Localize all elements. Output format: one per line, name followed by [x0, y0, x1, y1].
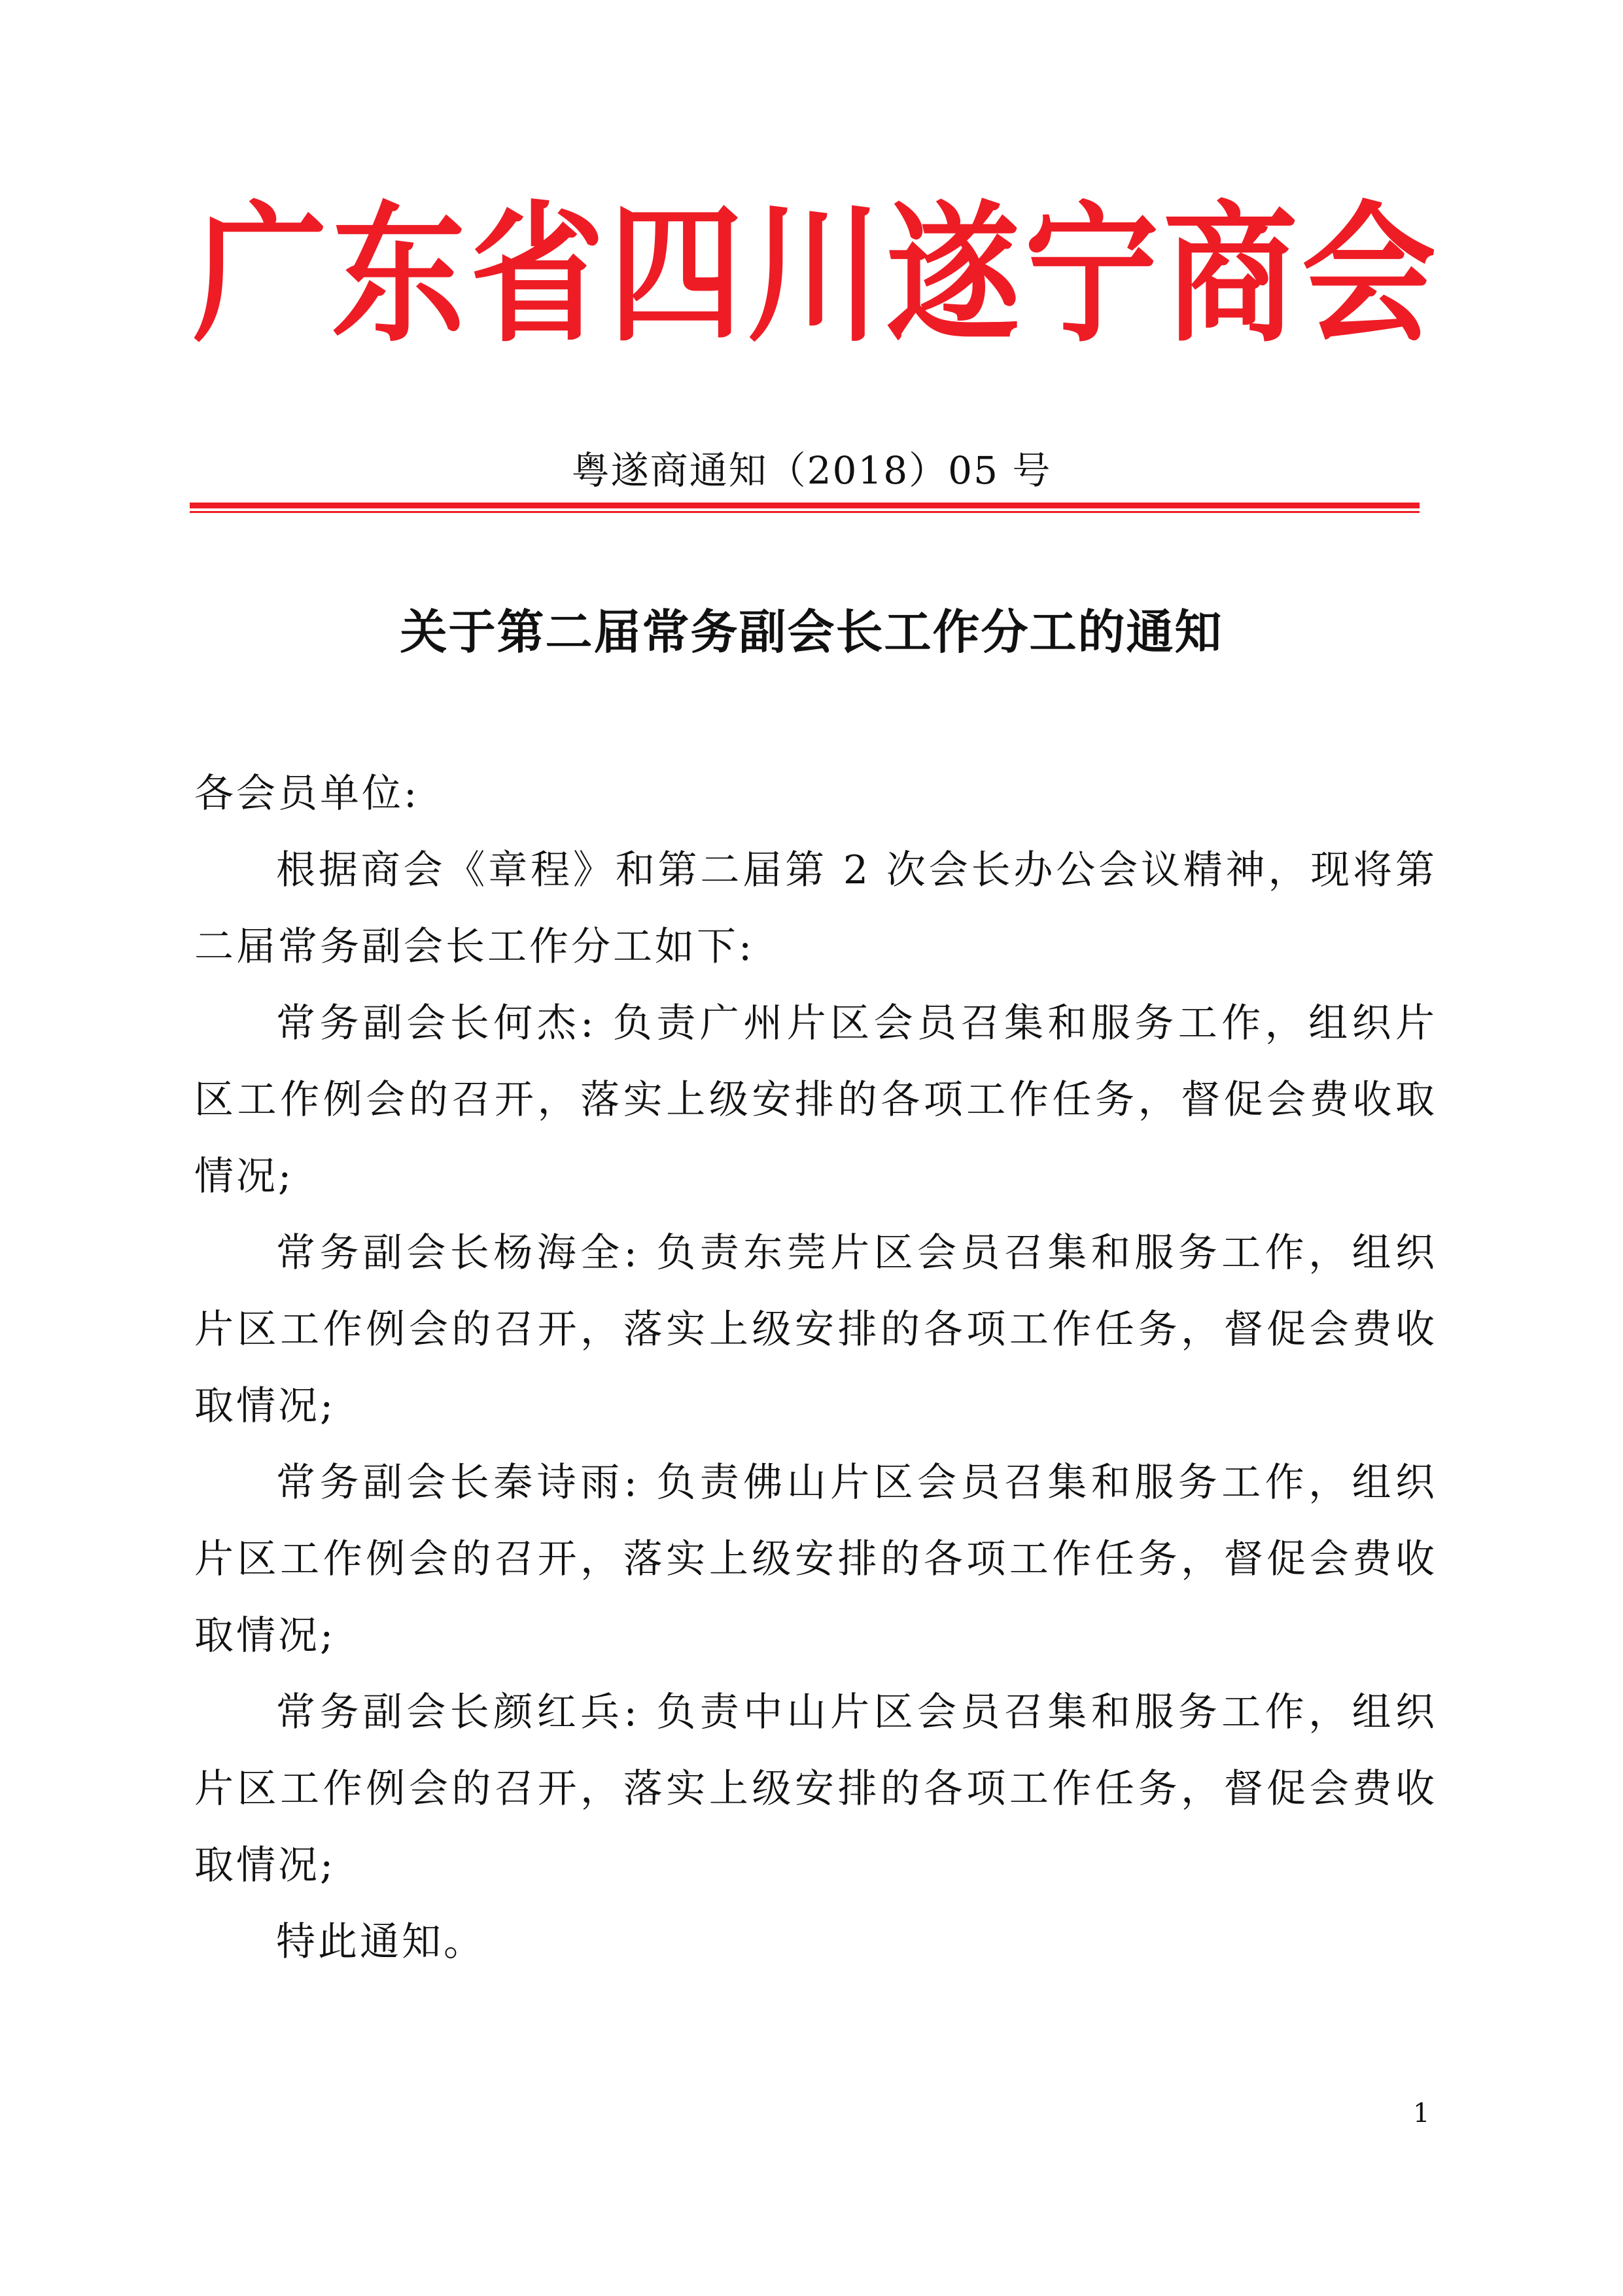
org-title-char: 遂 — [886, 186, 1021, 362]
body-paragraph: 常务副会长杨海全: 负责东莞片区会员召集和服务工作，组织片区工作例会的召开，落实上级安排的各项工作任务，督促会费收取情况; — [194, 1230, 1437, 1429]
body-paragraph: 常务副会长秦诗雨: 负责佛山片区会员召集和服务工作，组织片区工作例会的召开，落实上级安排的各项工作任务，督促会费收取情况; — [194, 1460, 1437, 1659]
org-title-char: 四 — [608, 186, 743, 362]
salutation: 各会员单位: — [194, 771, 420, 817]
page-number: 1 — [1413, 2098, 1430, 2128]
header-divider-thin — [190, 511, 1420, 513]
org-title-char: 广 — [193, 186, 327, 362]
body-paragraph: 常务副会长何杰: 负责广州片区会员召集和服务工作，组织片区工作例会的召开，落实上级安排的各项工作任务，督促会费收取情况; — [194, 1000, 1437, 1199]
org-title-char: 川 — [747, 186, 882, 362]
org-title-char: 宁 — [1024, 186, 1159, 362]
org-title-char: 省 — [470, 186, 604, 362]
organization-title — [193, 186, 1436, 362]
header-divider-thick — [190, 503, 1420, 508]
body-paragraph: 常务副会长颜红兵: 负责中山片区会员召集和服务工作，组织片区工作例会的召开，落实上级安排的各项工作任务，督促会费收取情况; — [194, 1689, 1437, 1888]
org-title-char: 东 — [331, 186, 466, 362]
closing-line: 特此通知。 — [276, 1919, 485, 1965]
notice-body — [194, 756, 1437, 1981]
org-title-char: 商 — [1163, 186, 1298, 362]
body-paragraph: 根据商会《章程》和第二届第 2 次会长办公会议精神，现将第二届常务副会长工作分工如下: — [194, 847, 1437, 970]
document-number: 粤遂商通知（2018）05 号 — [571, 448, 1052, 493]
notice-title: 关于第二届常务副会长工作分工的通知 — [400, 604, 1223, 660]
org-title-char: 会 — [1302, 186, 1436, 362]
